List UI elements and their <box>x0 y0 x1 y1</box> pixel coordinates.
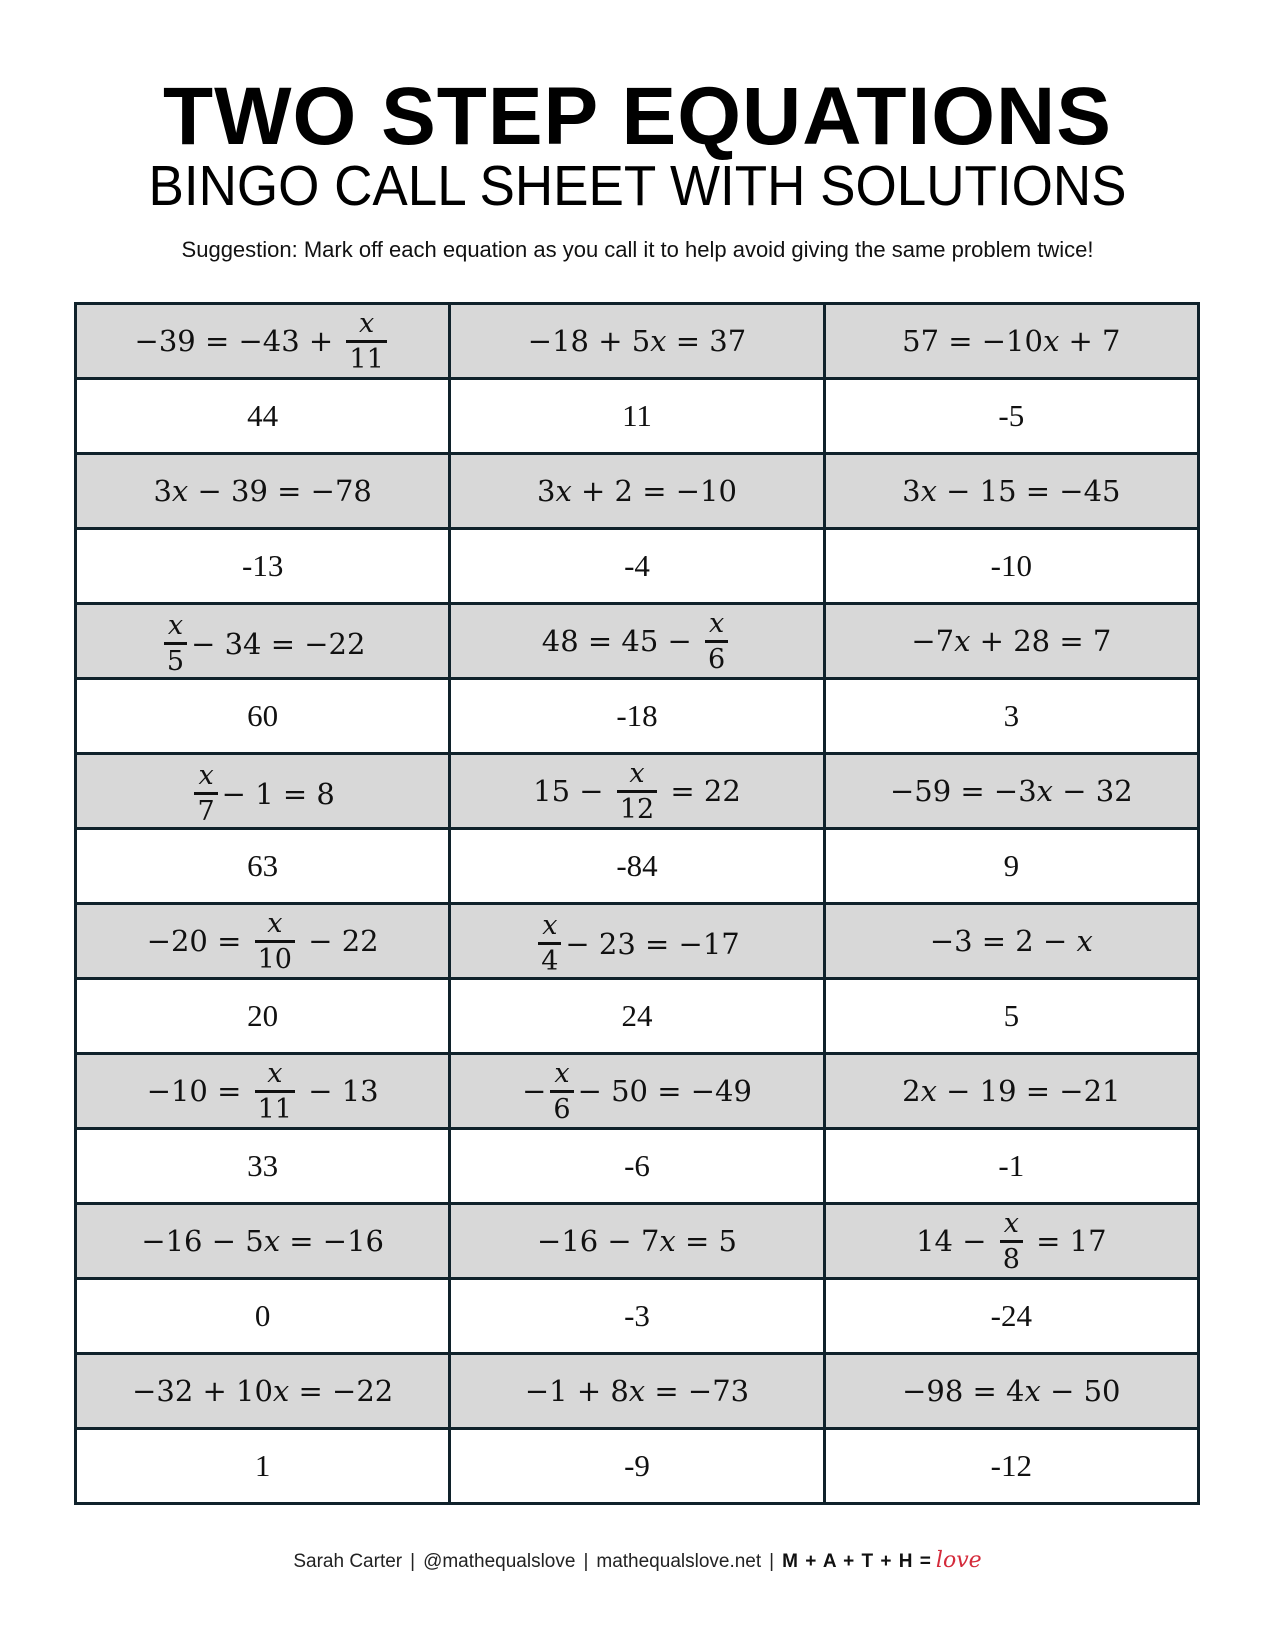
equation-text: −32 + 10𝑥 = −22 <box>132 1374 394 1408</box>
answer-row <box>76 529 1199 604</box>
fraction <box>255 907 295 975</box>
equation-cell <box>450 1204 824 1279</box>
equation-expression <box>533 757 741 825</box>
equation-cell <box>450 754 824 829</box>
equation-text: −1 + 8𝑥 = −73 <box>524 1374 750 1408</box>
footer-love-script-logo: love <box>935 1548 982 1573</box>
fraction-numerator: x <box>629 757 645 789</box>
solution-cell: -6 <box>450 1129 824 1204</box>
equation-expression <box>902 1374 1120 1408</box>
equation-cell <box>824 1054 1198 1129</box>
equation-cell <box>450 604 824 679</box>
fraction <box>194 762 217 825</box>
equation-cell <box>450 454 824 529</box>
equation-expression <box>541 607 732 675</box>
equation-row <box>76 304 1199 379</box>
footer-author: Sarah Carter <box>293 1551 403 1572</box>
fraction <box>538 912 561 975</box>
solution-cell: 44 <box>76 379 450 454</box>
equation-text: = 17 <box>1026 1224 1107 1258</box>
equation-cell <box>76 1204 450 1279</box>
equation-text: − 34 = −22 <box>191 626 366 661</box>
answer-row <box>76 979 1199 1054</box>
equation-text: 57 = −10𝑥 + 7 <box>902 324 1121 358</box>
equation-text: −18 + 5𝑥 = 37 <box>527 324 747 358</box>
solution-cell: 5 <box>824 979 1198 1054</box>
fraction-denominator: 7 <box>197 796 215 827</box>
equation-expression <box>132 1374 393 1408</box>
equation-text: − <box>522 1074 547 1108</box>
fraction-denominator: 12 <box>619 793 655 825</box>
equation-cell <box>450 904 824 979</box>
equation-text: −16 − 5𝑥 = −16 <box>141 1224 384 1258</box>
fraction <box>346 307 386 375</box>
equation-expression <box>528 324 746 358</box>
equation-expression <box>153 474 371 508</box>
equation-cell <box>824 454 1198 529</box>
solution-cell: 60 <box>76 679 450 754</box>
equation-cell <box>450 1354 824 1429</box>
fraction-denominator: 6 <box>708 643 726 675</box>
footer-separator: | <box>583 1551 589 1572</box>
fraction-numerator: x <box>267 1057 283 1089</box>
answer-row <box>76 1279 1199 1354</box>
equation-text: − 1 = 8 <box>221 776 335 811</box>
equation-cell <box>76 904 450 979</box>
equation-row <box>76 904 1199 979</box>
page-subtitle: BINGO CALL SHEET WITH SOLUTIONS <box>148 154 1127 218</box>
solution-cell: 33 <box>76 1129 450 1204</box>
solution-cell: -13 <box>76 529 450 604</box>
equation-text: − 22 <box>298 924 379 958</box>
fraction <box>550 1057 573 1125</box>
equation-cell <box>824 1354 1198 1429</box>
solution-cell: -24 <box>824 1279 1198 1354</box>
solution-cell: 0 <box>76 1279 450 1354</box>
equation-row <box>76 454 1199 529</box>
solution-cell: 3 <box>824 679 1198 754</box>
fraction <box>705 607 728 675</box>
solution-cell: -5 <box>824 379 1198 454</box>
fraction-numerator: x <box>709 607 725 639</box>
fraction <box>255 1057 295 1125</box>
fraction <box>164 612 187 675</box>
equation-cell <box>824 904 1198 979</box>
equation-text: = 22 <box>661 774 741 808</box>
footer-separator: | <box>769 1551 775 1572</box>
solution-cell: -84 <box>450 829 824 904</box>
solution-cell: -12 <box>824 1429 1198 1504</box>
equation-text: −20 = <box>146 924 251 958</box>
bingo-call-sheet-table <box>74 302 1200 1505</box>
solution-cell: -4 <box>450 529 824 604</box>
solution-cell: -9 <box>450 1429 824 1504</box>
equation-text: − 50 = −49 <box>577 1074 752 1108</box>
equation-text: 3𝑥 − 39 = −78 <box>153 474 372 508</box>
fraction-numerator: x <box>198 760 214 791</box>
equation-text: 48 = 45 − <box>541 624 702 658</box>
equation-expression <box>537 1224 737 1258</box>
equation-text: −3 = 2 − 𝑥 <box>929 924 1093 958</box>
solution-cell: 9 <box>824 829 1198 904</box>
fraction-denominator: 11 <box>349 343 384 375</box>
equation-row <box>76 1054 1199 1129</box>
footer <box>0 1548 1275 1575</box>
fraction-denominator: 10 <box>257 943 292 975</box>
equation-cell <box>76 754 450 829</box>
answer-row <box>76 1429 1199 1504</box>
fraction <box>617 757 657 825</box>
equation-cell <box>76 1354 450 1429</box>
equation-cell <box>76 454 450 529</box>
equation-expression <box>141 1224 384 1258</box>
fraction-numerator: x <box>358 307 375 339</box>
fraction-numerator: x <box>1003 1207 1019 1239</box>
footer-handle: @mathequalslove <box>423 1551 576 1572</box>
table-body <box>76 304 1199 1504</box>
equation-row <box>76 754 1199 829</box>
fraction-numerator: x <box>267 907 283 939</box>
solution-cell: -3 <box>450 1279 824 1354</box>
footer-website: mathequalslove.net <box>596 1551 762 1572</box>
answer-row <box>76 379 1199 454</box>
equation-expression <box>537 474 737 508</box>
equation-text: 2𝑥 − 19 = −21 <box>902 1074 1121 1108</box>
fraction-denominator: 8 <box>1002 1243 1020 1275</box>
equation-row <box>76 1204 1199 1279</box>
equation-text: −16 − 7𝑥 = 5 <box>537 1224 737 1258</box>
equation-row <box>76 604 1199 679</box>
equation-text: 14 − <box>916 1224 996 1258</box>
equation-expression <box>522 1057 752 1125</box>
solution-cell: -10 <box>824 529 1198 604</box>
footer-separator: | <box>410 1551 416 1572</box>
equation-expression <box>902 324 1120 358</box>
fraction-denominator: 5 <box>166 646 185 677</box>
equation-expression <box>930 924 1093 958</box>
equation-expression <box>911 624 1111 658</box>
equation-expression <box>525 1374 749 1408</box>
equation-expression <box>902 1074 1120 1108</box>
equation-text: −39 = −43 + <box>134 324 343 358</box>
equation-text: 3𝑥 + 2 = −10 <box>537 474 737 508</box>
equation-text: 15 − <box>533 774 613 808</box>
answer-row <box>76 1129 1199 1204</box>
equation-cell <box>76 604 450 679</box>
equation-text: − 23 = −17 <box>565 926 740 961</box>
solution-cell: 1 <box>76 1429 450 1504</box>
equation-text: −98 = 4𝑥 − 50 <box>902 1374 1121 1408</box>
equation-text: 3𝑥 − 15 = −45 <box>902 474 1121 508</box>
equation-text: −7𝑥 + 28 = 7 <box>911 624 1112 658</box>
equation-cell <box>824 1204 1198 1279</box>
equation-cell <box>824 304 1198 379</box>
solution-cell: 24 <box>450 979 824 1054</box>
equation-expression <box>916 1207 1107 1275</box>
equation-expression <box>190 762 334 825</box>
equation-cell <box>824 604 1198 679</box>
equation-cell <box>76 304 450 379</box>
solution-cell: 63 <box>76 829 450 904</box>
equation-expression <box>146 907 379 975</box>
equation-cell <box>450 304 824 379</box>
fraction-numerator: x <box>542 910 558 941</box>
solution-cell: 20 <box>76 979 450 1054</box>
equation-cell <box>450 1054 824 1129</box>
equation-row <box>76 1354 1199 1429</box>
suggestion-note: Suggestion: Mark off each equation as you call it to help avoid giving the same problem twice! <box>181 237 1094 262</box>
fraction-denominator: 11 <box>257 1093 292 1125</box>
fraction-denominator: 4 <box>541 946 559 977</box>
fraction-denominator: 6 <box>553 1093 571 1125</box>
solution-cell: 11 <box>450 379 824 454</box>
fraction-numerator: x <box>554 1057 570 1089</box>
fraction-numerator: x <box>167 610 184 641</box>
equation-expression <box>160 612 366 675</box>
equation-cell <box>76 1054 450 1129</box>
solution-cell: -18 <box>450 679 824 754</box>
equation-expression <box>890 774 1133 808</box>
fraction <box>1000 1207 1023 1275</box>
answer-row <box>76 679 1199 754</box>
page-title: TWO STEP EQUATIONS <box>163 71 1112 162</box>
equation-expression <box>134 307 391 375</box>
equation-text: − 13 <box>298 1074 379 1108</box>
answer-row <box>76 829 1199 904</box>
equation-cell <box>824 754 1198 829</box>
equation-expression <box>534 912 740 975</box>
equation-expression <box>146 1057 379 1125</box>
equation-expression <box>902 474 1120 508</box>
footer-brand-logo: M + A + T + H = <box>782 1551 932 1572</box>
solution-cell: -1 <box>824 1129 1198 1204</box>
equation-text: −59 = −3𝑥 − 32 <box>889 774 1133 808</box>
equation-text: −10 = <box>146 1074 251 1108</box>
